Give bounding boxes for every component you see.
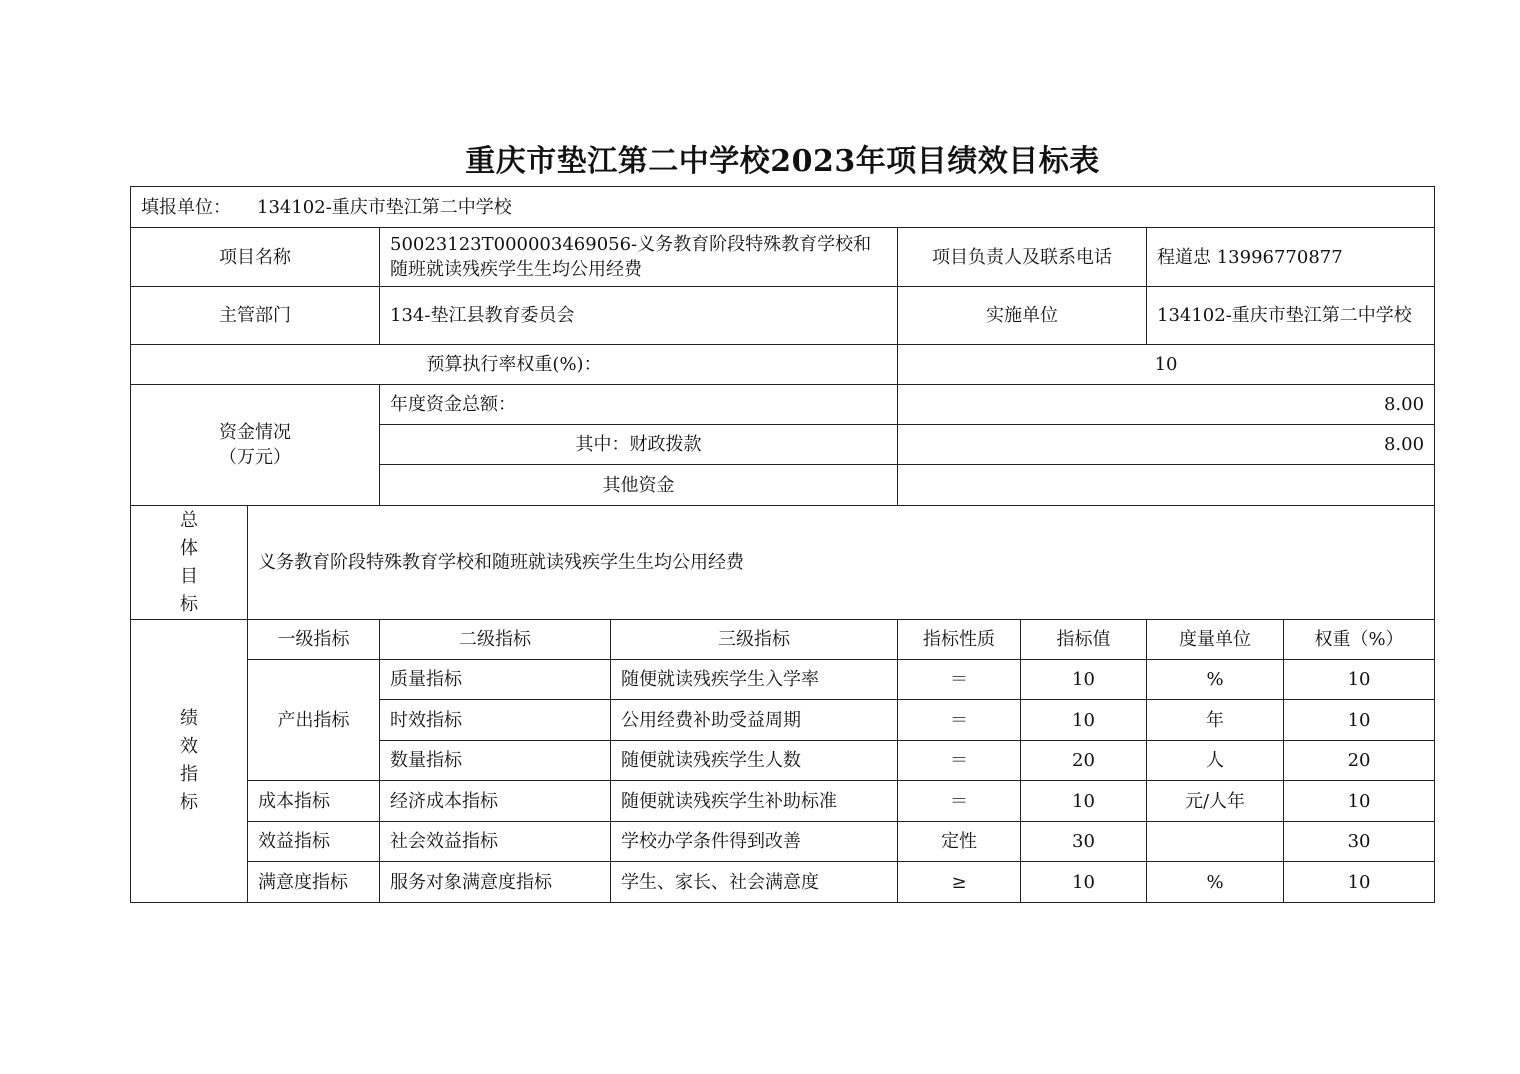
funds-total-value: 8.00 (898, 385, 1435, 425)
overall-goal-label-char: 标 (180, 593, 198, 615)
performance-target-table (130, 186, 1435, 903)
indicator-value: 20 (1021, 741, 1147, 781)
indicator-value: 10 (1021, 660, 1147, 700)
indicator-row (131, 822, 1435, 862)
column-header: 二级指标 (380, 620, 611, 660)
indicator-nature: ＝ (898, 700, 1021, 741)
overall-goal-label (131, 506, 248, 620)
level3-indicator: 学生、家长、社会满意度 (611, 862, 898, 903)
project-name-value: 50023123T000003469056-义务教育阶段特殊教育学校和随班就读残疾学生生均公用经费 (380, 228, 898, 287)
column-header: 权重（%） (1284, 620, 1435, 660)
indicator-nature: ≥ (898, 862, 1021, 903)
indicator-nature: ＝ (898, 741, 1021, 781)
level3-indicator: 随便就读残疾学生人数 (611, 741, 898, 781)
fill-unit-value: 134102-重庆市垫江第二中学校 (257, 196, 512, 218)
funds-label (131, 385, 380, 506)
indicator-row (131, 862, 1435, 903)
project-contact-label: 项目负责人及联系电话 (898, 228, 1147, 287)
funds-other-label: 其他资金 (380, 465, 898, 506)
level2-indicator: 时效指标 (380, 700, 611, 741)
indicator-header-row (131, 620, 1435, 660)
level1-indicator: 效益指标 (248, 822, 380, 862)
project-name-row (131, 228, 1435, 287)
column-header: 三级指标 (611, 620, 898, 660)
indicator-value: 10 (1021, 781, 1147, 822)
implementing-unit-value: 134102-重庆市垫江第二中学校 (1147, 287, 1435, 345)
funds-total-label: 年度资金总额： (380, 385, 898, 425)
department-label: 主管部门 (131, 287, 380, 345)
indicators-label-char: 标 (180, 792, 198, 813)
indicator-nature: 定性 (898, 822, 1021, 862)
indicator-weight: 30 (1284, 822, 1435, 862)
level3-indicator: 随便就读残疾学生入学率 (611, 660, 898, 700)
overall-goal-label-char: 总 (180, 509, 198, 531)
budget-rate-label: 预算执行率权重(%)： (131, 345, 898, 385)
indicator-value: 10 (1021, 700, 1147, 741)
indicator-weight: 10 (1284, 781, 1435, 822)
indicator-unit: 人 (1147, 741, 1284, 781)
funds-other-value (898, 465, 1435, 506)
level2-indicator: 服务对象满意度指标 (380, 862, 611, 903)
indicator-weight: 10 (1284, 660, 1435, 700)
fill-unit-cell (131, 187, 1435, 228)
indicator-row (131, 660, 1435, 700)
level3-indicator: 学校办学条件得到改善 (611, 822, 898, 862)
fill-unit-label: 填报单位： (141, 196, 231, 218)
overall-goal-label-char: 体 (180, 537, 198, 559)
column-header: 指标性质 (898, 620, 1021, 660)
level1-indicator: 满意度指标 (248, 862, 380, 903)
funds-label-line1: 资金情况 (219, 422, 291, 443)
indicator-nature: ＝ (898, 660, 1021, 700)
level2-indicator: 社会效益指标 (380, 822, 611, 862)
indicator-nature: ＝ (898, 781, 1021, 822)
indicator-value: 30 (1021, 822, 1147, 862)
page-title: 重庆市垫江第二中学校2023年项目绩效目标表 (465, 144, 1100, 179)
level3-indicator: 公用经费补助受益周期 (611, 700, 898, 741)
column-header: 一级指标 (248, 620, 380, 660)
project-name-label: 项目名称 (131, 228, 380, 287)
funds-fiscal-label: 其中：财政拨款 (380, 425, 898, 465)
funds-fiscal-value: 8.00 (898, 425, 1435, 465)
indicator-value: 10 (1021, 862, 1147, 903)
indicator-row (131, 781, 1435, 822)
funds-label-line2: （万元） (219, 447, 291, 468)
budget-rate-row (131, 345, 1435, 385)
indicators-label-char: 绩 (180, 708, 198, 729)
overall-goal-label-char: 目 (180, 565, 198, 587)
indicator-weight: 10 (1284, 700, 1435, 741)
level1-indicator: 成本指标 (248, 781, 380, 822)
department-row (131, 287, 1435, 345)
level2-indicator: 数量指标 (380, 741, 611, 781)
implementing-unit-label: 实施单位 (898, 287, 1147, 345)
project-contact-value: 程道忠 13996770877 (1147, 228, 1435, 287)
overall-goal-row (131, 506, 1435, 620)
overall-goal-text: 义务教育阶段特殊教育学校和随班就读残疾学生生均公用经费 (248, 506, 1435, 620)
funds-total-row (131, 385, 1435, 425)
indicator-unit: % (1147, 862, 1284, 903)
indicator-weight: 20 (1284, 741, 1435, 781)
level2-indicator: 经济成本指标 (380, 781, 611, 822)
level1-indicator: 产出指标 (248, 660, 380, 781)
fill-unit-row (131, 187, 1435, 228)
budget-rate-value: 10 (898, 345, 1435, 385)
column-header: 度量单位 (1147, 620, 1284, 660)
indicator-unit (1147, 822, 1284, 862)
level3-indicator: 随便就读残疾学生补助标准 (611, 781, 898, 822)
column-header: 指标值 (1021, 620, 1147, 660)
indicators-label (131, 620, 248, 903)
indicator-unit: % (1147, 660, 1284, 700)
indicators-label-char: 指 (180, 764, 198, 785)
indicator-weight: 10 (1284, 862, 1435, 903)
indicators-label-char: 效 (180, 736, 198, 757)
level2-indicator: 质量指标 (380, 660, 611, 700)
indicator-unit: 年 (1147, 700, 1284, 741)
indicator-unit: 元/人年 (1147, 781, 1284, 822)
department-value: 134-垫江县教育委员会 (380, 287, 898, 345)
